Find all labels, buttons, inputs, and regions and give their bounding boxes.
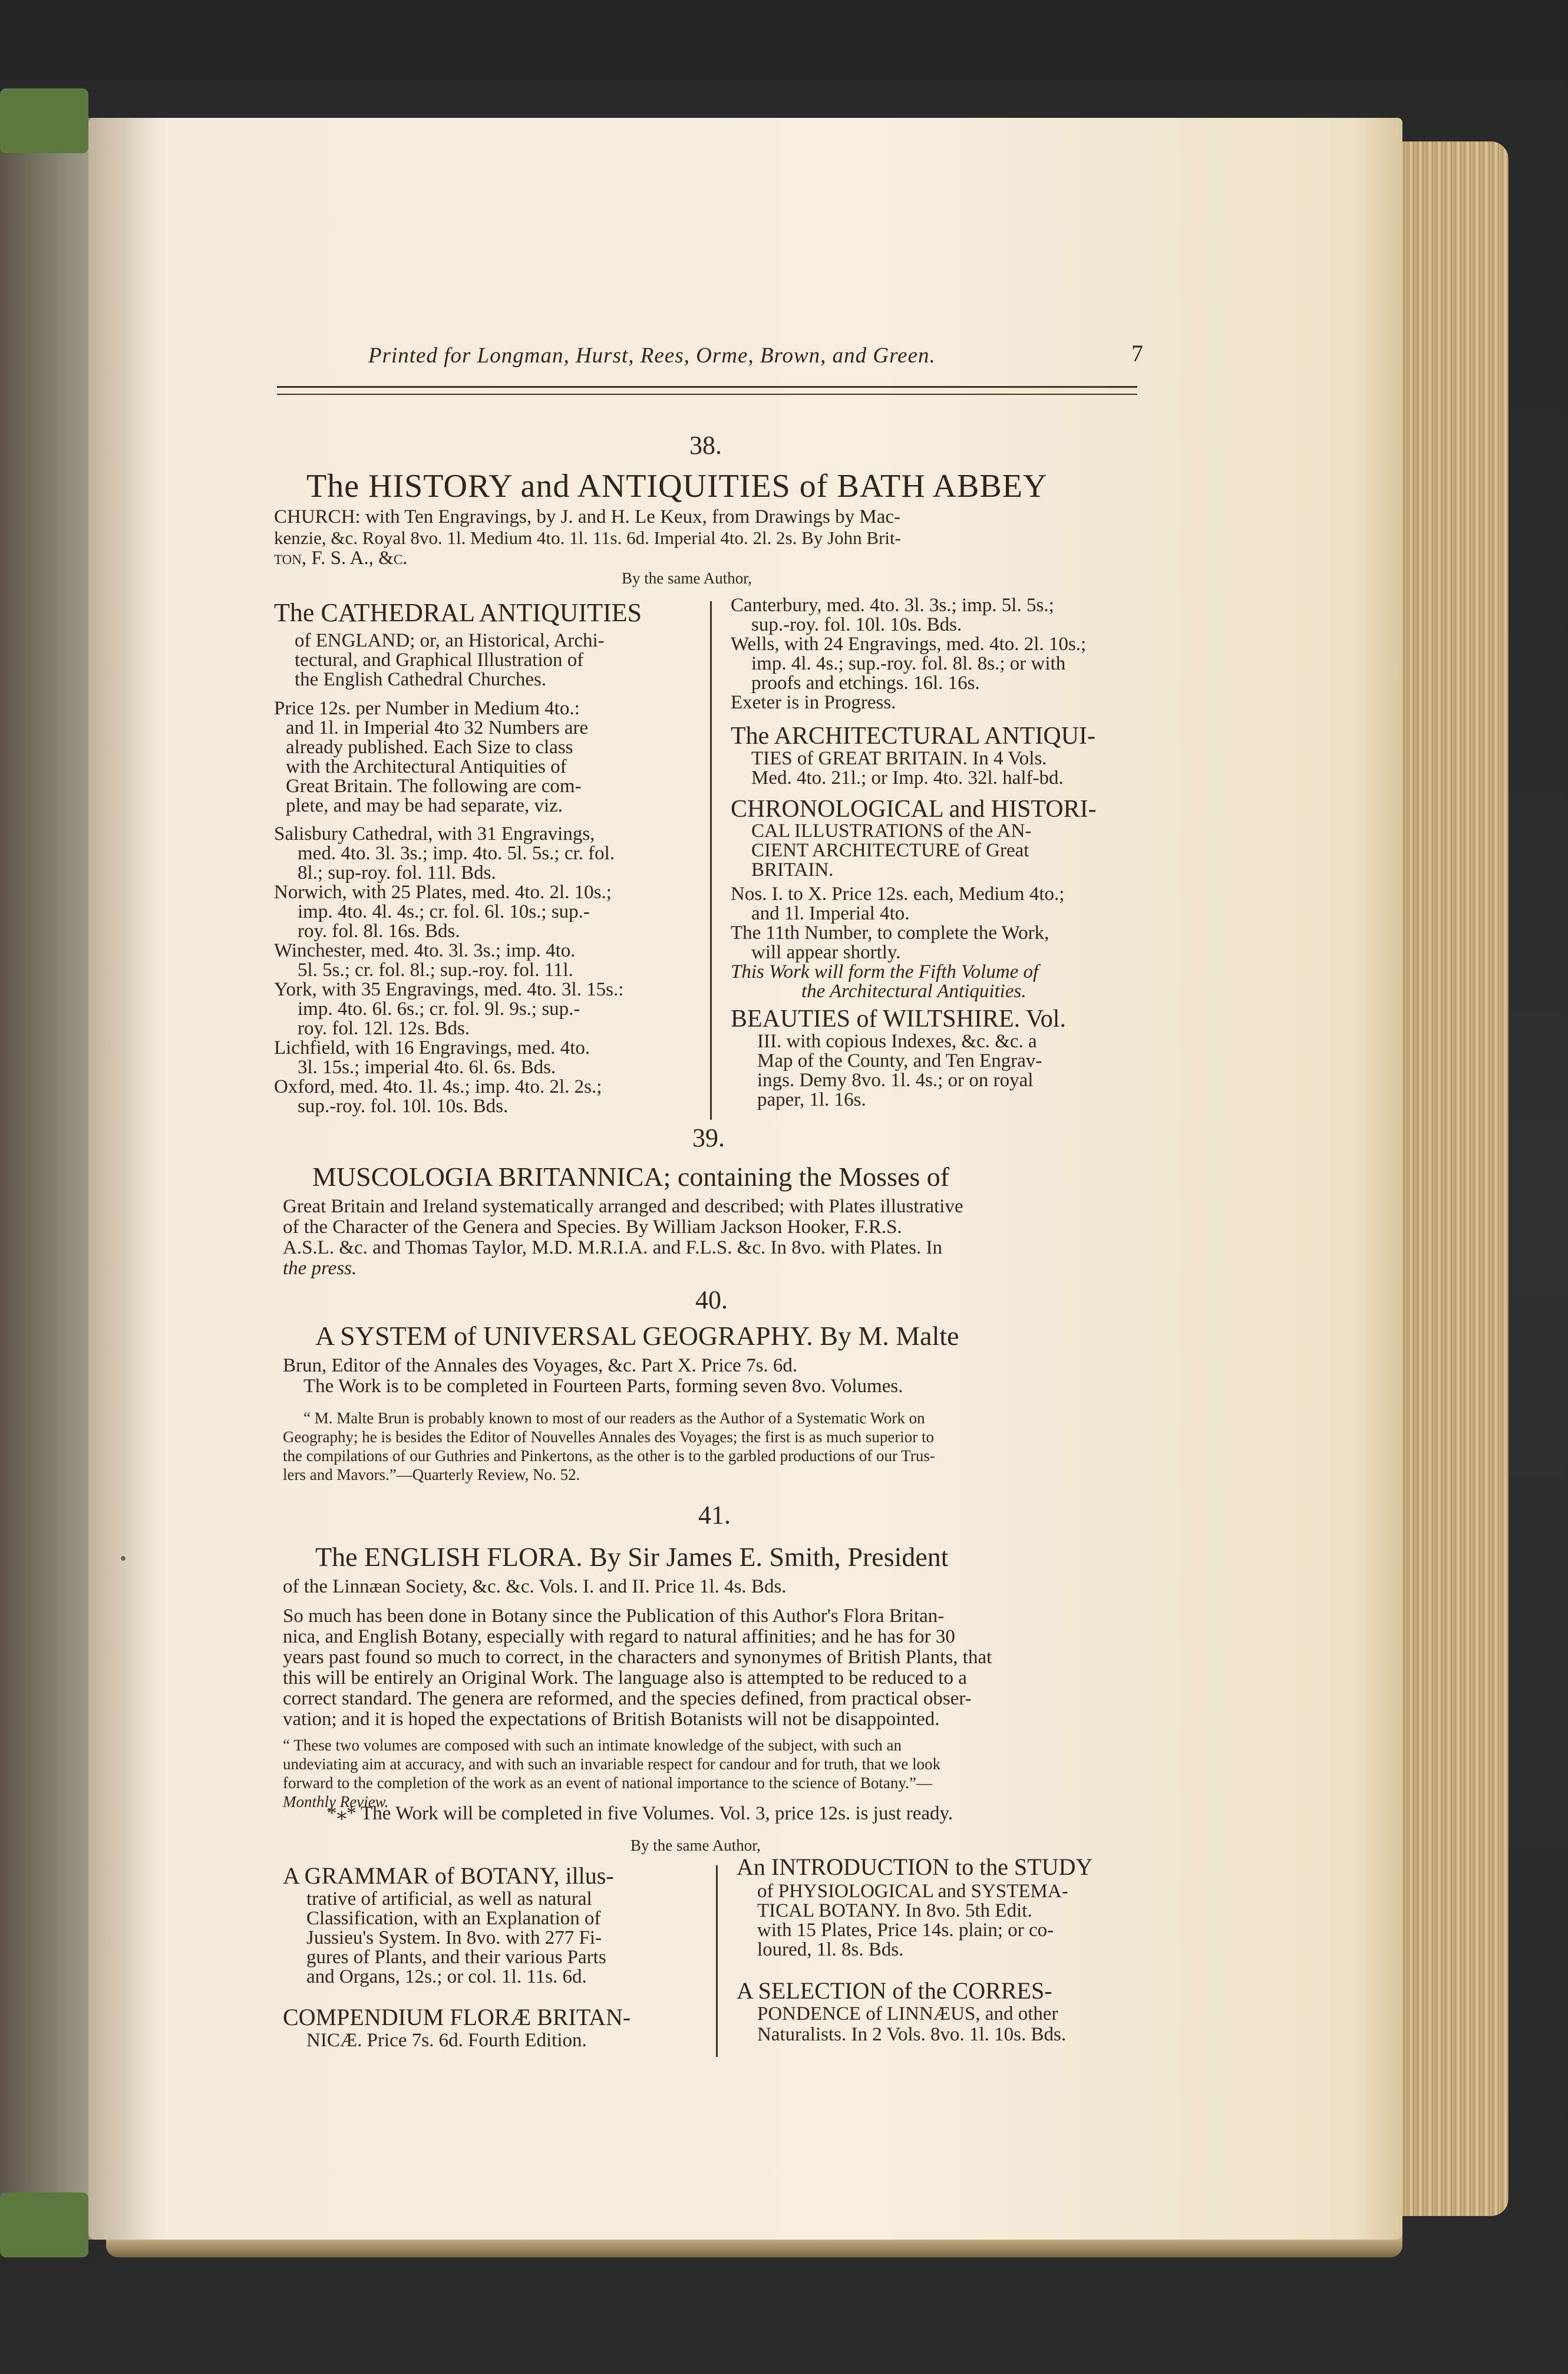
s38-right-line: will appear shortly. bbox=[751, 942, 901, 963]
spine-shadow bbox=[88, 118, 159, 2240]
s38-left-line: sup.-roy. fol. 10l. 10s. Bds. bbox=[298, 1096, 509, 1117]
s38-left-line: Salisbury Cathedral, with 31 Engravings, bbox=[274, 823, 595, 845]
s38-left-line: Great Britain. The following are com- bbox=[286, 776, 582, 797]
section-number-39: 39. bbox=[692, 1123, 725, 1152]
page-number: 7 bbox=[1131, 340, 1143, 367]
s38-left-line: roy. fol. 12l. 12s. Bds. bbox=[298, 1018, 470, 1039]
s38-left-line: already published. Each Size to class bbox=[286, 737, 573, 758]
s41-right-line: PONDENCE of LINNÆUS, and other bbox=[757, 2003, 1058, 2025]
s38-right-line: CAL ILLUSTRATIONS of the AN- bbox=[751, 820, 1032, 842]
s38-left-line: Oxford, med. 4to. 1l. 4s.; imp. 4to. 2l. 2s.; bbox=[274, 1076, 602, 1097]
s38-line-2: kenzie, &c. Royal 8vo. 1l. Medium 4to. 1l. 11s. 6d. Imperial 4to. 2l. 2s. By John Brit- bbox=[274, 527, 901, 548]
s38-left-line: 3l. 15s.; imperial 4to. 6l. 6s. Bds. bbox=[298, 1057, 556, 1078]
margin-mark-icon bbox=[121, 1556, 126, 1561]
s38-by-same-author: By the same Author, bbox=[622, 569, 752, 587]
s38-right-line: sup.-roy. fol. 10l. 10s. Bds. bbox=[751, 614, 962, 635]
section-title-41: The ENGLISH FLORA. By Sir James E. Smith, President bbox=[315, 1542, 949, 1572]
section-number-40: 40. bbox=[695, 1285, 728, 1314]
s38-right-line: Map of the County, and Ten Engrav- bbox=[757, 1050, 1042, 1071]
header-rule-2 bbox=[277, 394, 1137, 395]
s38-left-line: The CATHEDRAL ANTIQUITIES bbox=[274, 598, 642, 627]
s41-line-6: correct standard. The genera are reformed, and the species defined, from practical obser- bbox=[283, 1688, 972, 1709]
s38-right-line: BRITAIN. bbox=[751, 859, 834, 881]
s41-line-7: vation; and it is hoped the expectations of British Botanists will not be disappointed. bbox=[283, 1709, 940, 1730]
s38-right-line: BEAUTIES of WILTSHIRE. Vol. bbox=[731, 1005, 1066, 1033]
s38-left-line: with the Architectural Antiquities of bbox=[286, 756, 567, 777]
s38-right-line: III. with copious Indexes, &c. &c. a bbox=[757, 1031, 1037, 1052]
running-title: Printed for Longman, Hurst, Rees, Orme, Brown, and Green. bbox=[368, 344, 936, 368]
s40-line-1: Brun, Editor of the Annales des Voyages, &c. Part X. Price 7s. 6d. bbox=[283, 1355, 798, 1376]
s38-left-line: Lichfield, with 16 Engravings, med. 4to. bbox=[274, 1037, 590, 1059]
s38-left-line: plete, and may be had separate, viz. bbox=[286, 795, 563, 816]
s38-left-line: York, with 35 Engravings, med. 4to. 3l. 15s.: bbox=[274, 979, 624, 1000]
s38-left-line: Winchester, med. 4to. 3l. 3s.; imp. 4to. bbox=[274, 940, 576, 961]
section-number-38: 38. bbox=[689, 431, 722, 460]
s38-right-line: CIENT ARCHITECTURE of Great bbox=[751, 840, 1029, 861]
s41-quote-1: “ These two volumes are composed with such an intimate knowledge of the subject, with such an bbox=[283, 1736, 902, 1754]
s41-left-line: and Organs, 12s.; or col. 1l. 11s. 6d. bbox=[306, 1966, 587, 1987]
s41-left-line: COMPENDIUM FLORÆ BRITAN- bbox=[283, 2004, 631, 2030]
s38-left-line: and 1l. in Imperial 4to 32 Numbers are bbox=[286, 717, 589, 738]
s40-quote-3: the compilations of our Guthries and Pinkertons, as the other is to the garbled productions of our Trus- bbox=[283, 1447, 935, 1465]
s41-right-line: of PHYSIOLOGICAL and SYSTEMA- bbox=[757, 1881, 1068, 1902]
s41-line-3: nica, and English Botany, especially with regard to natural affinities; and he has for 30 bbox=[283, 1626, 955, 1647]
section-title-39: MUSCOLOGIA BRITANNICA; containing the Mosses of bbox=[312, 1162, 950, 1192]
section-title-40: A SYSTEM of UNIVERSAL GEOGRAPHY. By M. Malte bbox=[315, 1321, 959, 1351]
s41-left-line: Jussieu's System. In 8vo. with 277 Fi- bbox=[306, 1927, 602, 1948]
s38-right-line: Wells, with 24 Engravings, med. 4to. 2l. 10s.; bbox=[731, 634, 1087, 655]
section-title-38: The HISTORY and ANTIQUITIES of BATH ABBEY bbox=[306, 468, 1048, 505]
s38-left-line: the English Cathedral Churches. bbox=[295, 669, 547, 690]
s38-right-line: proofs and etchings. 16l. 16s. bbox=[751, 672, 980, 694]
running-header bbox=[277, 336, 1161, 371]
cover-green-patch-bottom bbox=[0, 2192, 88, 2257]
s41-right-line: TICAL BOTANY. In 8vo. 5th Edit. bbox=[757, 1900, 1032, 1921]
s41-left-line: NICÆ. Price 7s. 6d. Fourth Edition. bbox=[306, 2030, 587, 2051]
s41-line-2: So much has been done in Botany since the Publication of this Author's Flora Britan- bbox=[283, 1605, 945, 1627]
s38-right-line: The 11th Number, to complete the Work, bbox=[731, 922, 1049, 944]
s38-left-line: Norwich, with 25 Plates, med. 4to. 2l. 10s.; bbox=[274, 882, 612, 903]
s38-right-line: imp. 4l. 4s.; sup.-roy. fol. 8l. 8s.; or with bbox=[751, 653, 1066, 674]
s39-line-1: Great Britain and Ireland systematically arranged and described; with Plates illustrative bbox=[283, 1196, 963, 1217]
s39-line-2: of the Character of the Genera and Species. By William Jackson Hooker, F.R.S. bbox=[283, 1216, 902, 1238]
s38-column-rule bbox=[710, 601, 712, 1120]
s41-note: *⁎* The Work will be completed in five Volumes. Vol. 3, price 12s. is just ready. bbox=[327, 1803, 953, 1824]
s38-left-line: imp. 4to. 6l. 6s.; cr. fol. 9l. 9s.; sup.- bbox=[298, 998, 580, 1020]
s41-right-line: An INTRODUCTION to the STUDY bbox=[737, 1854, 1093, 1880]
s41-column-rule bbox=[716, 1865, 718, 2057]
s39-line-4: the press. bbox=[283, 1258, 357, 1279]
s38-right-line: Exeter is in Progress. bbox=[731, 692, 896, 713]
s38-right-line: This Work will form the Fifth Volume of bbox=[731, 961, 1039, 982]
s38-left-line: tectural, and Graphical Illustration of bbox=[295, 649, 584, 671]
s40-quote-2: Geography; he is besides the Editor of Nouvelles Annales des Voyages; the first is as much superior to bbox=[283, 1428, 935, 1446]
s38-right-line: ings. Demy 8vo. 1l. 4s.; or on royal bbox=[757, 1070, 1034, 1091]
s41-line-5: this will be entirely an Original Work. The language also is attempted to be reduced to a bbox=[283, 1667, 967, 1689]
s38-left-line: med. 4to. 3l. 3s.; imp. 4to. 5l. 5s.; cr. fol. bbox=[298, 843, 615, 864]
s38-left-line: of ENGLAND; or, an Historical, Archi- bbox=[295, 630, 605, 651]
s38-right-line: the Architectural Antiquities. bbox=[801, 981, 1026, 1002]
s38-left-line: roy. fol. 8l. 16s. Bds. bbox=[298, 921, 460, 942]
s41-left-line: Classification, with an Explanation of bbox=[306, 1908, 601, 1929]
s41-right-line: Naturalists. In 2 Vols. 8vo. 1l. 10s. Bds. bbox=[757, 2024, 1067, 2045]
s41-right-line: loured, 1l. 8s. Bds. bbox=[757, 1939, 904, 1960]
s38-right-line: paper, 1l. 16s. bbox=[757, 1089, 866, 1110]
s41-left-line: A GRAMMAR of BOTANY, illus- bbox=[283, 1862, 614, 1889]
s38-right-line: and 1l. Imperial 4to. bbox=[751, 903, 910, 924]
section-number-41: 41. bbox=[698, 1501, 731, 1529]
s38-line-3: ton, F. S. A., &c. bbox=[274, 548, 408, 569]
s38-left-line: Price 12s. per Number in Medium 4to.: bbox=[274, 698, 580, 719]
s38-right-line: Med. 4to. 21l.; or Imp. 4to. 32l. half-bd. bbox=[751, 767, 1064, 789]
s38-right-line: Canterbury, med. 4to. 3l. 3s.; imp. 5l. 5s.; bbox=[731, 595, 1054, 616]
s38-right-line: CHRONOLOGICAL and HISTORI- bbox=[731, 796, 1097, 823]
s41-quote-3: forward to the completion of the work as an event of national importance to the science of Botany.”— bbox=[283, 1774, 932, 1792]
s38-right-line: Nos. I. to X. Price 12s. each, Medium 4to.; bbox=[731, 883, 1065, 905]
s41-left-line: gures of Plants, and their various Parts bbox=[306, 1947, 606, 1968]
s38-left-line: 5l. 5s.; cr. fol. 8l.; sup.-roy. fol. 11l. bbox=[298, 960, 573, 981]
s38-left-line: 8l.; sup-roy. fol. 11l. Bds. bbox=[298, 862, 496, 883]
s41-line-1: of the Linnæan Society, &c. &c. Vols. I. and II. Price 1l. 4s. Bds. bbox=[283, 1576, 787, 1597]
s38-right-line: TIES of GREAT BRITAIN. In 4 Vols. bbox=[751, 748, 1047, 769]
s41-by-same-author: By the same Author, bbox=[630, 1836, 761, 1854]
s38-right-line: The ARCHITECTURAL ANTIQUI- bbox=[731, 723, 1096, 750]
cover-green-patch-top bbox=[0, 88, 88, 153]
s38-line-1: CHURCH: with Ten Engravings, by J. and H. Le Keux, from Drawings by Mac- bbox=[274, 506, 901, 527]
s39-line-3: A.S.L. &c. and Thomas Taylor, M.D. M.R.I.A. and F.L.S. &c. In 8vo. with Plates. In bbox=[283, 1237, 943, 1258]
s41-line-4: years past found so much to correct, in the characters and synonymes of British Plants, that bbox=[283, 1647, 992, 1668]
s40-quote-4: lers and Mavors.”—Quarterly Review, No. 52. bbox=[283, 1466, 580, 1483]
s41-quote-4: Monthly Review. bbox=[283, 1793, 389, 1811]
header-rule-1 bbox=[277, 386, 1137, 388]
s40-quote-1: “ M. Malte Brun is probably known to most of our readers as the Author of a Systematic Work on bbox=[303, 1409, 925, 1427]
s41-quote-2: undeviating aim at accuracy, and with such an invariable respect for candour and for truth, that we look bbox=[283, 1755, 941, 1773]
s41-right-line: A SELECTION of the CORRES- bbox=[737, 1977, 1052, 2004]
s40-line-2: The Work is to be completed in Fourteen Parts, forming seven 8vo. Volumes. bbox=[303, 1376, 903, 1397]
s41-left-line: trative of artificial, as well as natural bbox=[306, 1888, 592, 1910]
s41-right-line: with 15 Plates, Price 14s. plain; or co- bbox=[757, 1920, 1054, 1941]
s38-left-line: imp. 4to. 4l. 4s.; cr. fol. 6l. 10s.; sup.- bbox=[298, 901, 590, 922]
